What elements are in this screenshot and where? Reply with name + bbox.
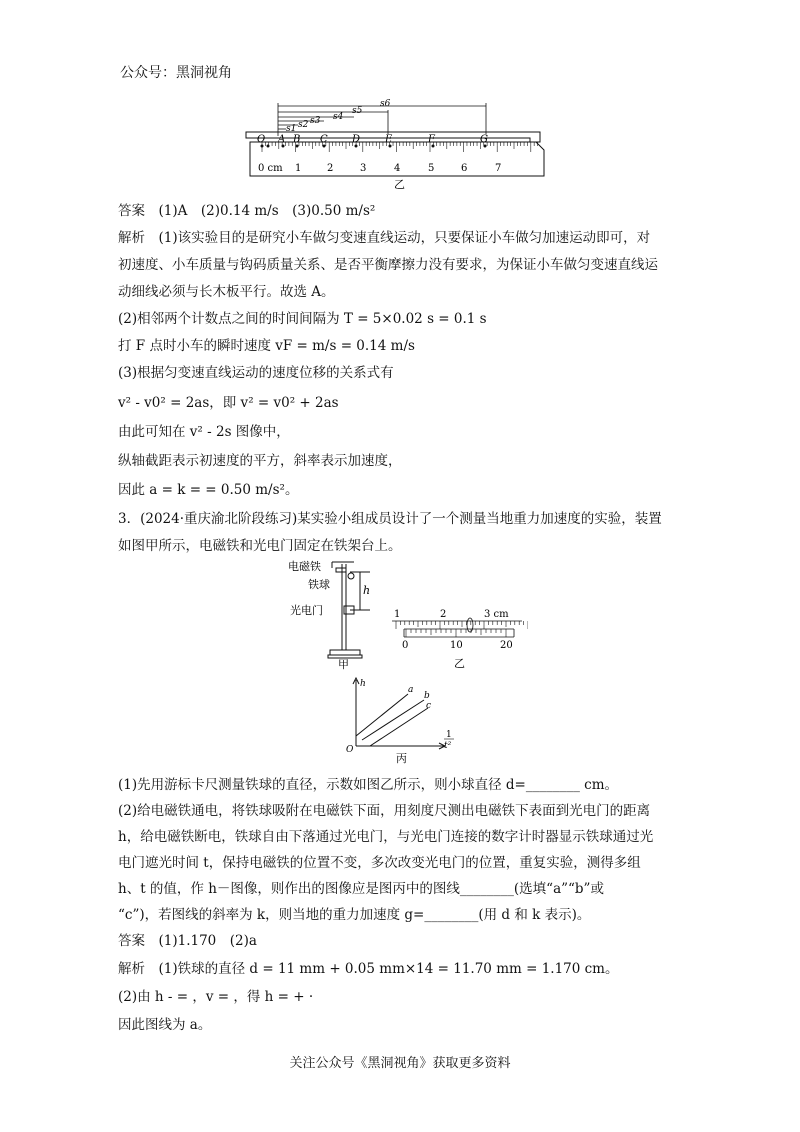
point-A: A <box>278 134 286 145</box>
figure-apparatus <box>288 558 401 672</box>
axis-label-h: h <box>360 679 366 689</box>
q3-analysis-2: (2)由 h - = ，v = ，得 h = + · <box>118 989 314 1005</box>
q3-part2-line2: h，给电磁铁断电，铁球自由下落通过光电门，与光电门连接的数字计时器显示铁球通过光 <box>118 829 654 845</box>
figure-caption-bing: 丙 <box>396 752 407 765</box>
q3-analysis-3: 因此图线为 a。 <box>118 1017 212 1033</box>
ruler-tick-0: 0 cm <box>258 163 283 174</box>
figure-caption-yi-top: 乙 <box>394 178 405 190</box>
q3-part2-line3: 电门遮光时间 t，保持电磁铁的位置不变，多次改变光电门的位置，重复实验，测得多组 <box>118 855 641 871</box>
analysis-line-10: 因此 a = k = = 0.50 m/s²。 <box>118 482 299 498</box>
origin-label: O <box>346 745 354 755</box>
label-photogate: 光电门 <box>290 604 323 617</box>
point-F: F <box>428 134 435 145</box>
label-electromagnet: 电磁铁 <box>288 560 321 573</box>
ruler-tick-5: 5 <box>428 163 435 174</box>
vernier-scale-10: 10 <box>450 640 463 651</box>
segment-s4: s4 <box>333 112 344 122</box>
point-G: G <box>480 134 488 145</box>
main-scale-3cm: 3 cm <box>484 609 509 620</box>
axis-label-x-den: t² <box>444 741 452 751</box>
ruler-tick-3: 3 <box>360 163 367 174</box>
point-E: E <box>385 134 393 145</box>
analysis-line-3: 动细线必须与长木板平行。故选 A。 <box>118 284 335 300</box>
point-D: D <box>352 134 361 145</box>
watermark-header: 公众号：黑洞视角 <box>120 65 232 81</box>
segment-s5: s5 <box>352 106 363 116</box>
analysis-line-4: (2)相邻两个计数点之间的时间间隔为 T = 5×0.02 s = 0.1 s <box>118 311 487 327</box>
q3-analysis-1: 解析 (1)铁球的直径 d = 11 mm + 0.05 mm×14 = 11.70 mm = 1.170 cm。 <box>118 961 619 977</box>
analysis-line-5: 打 F 点时小车的瞬时速度 vF = m/s = 0.14 m/s <box>118 338 415 354</box>
analysis-line-8: 由此可知在 v² - 2s 图像中， <box>118 424 290 440</box>
ruler-tick-7: 7 <box>495 163 502 174</box>
ruler-tick-1: 1 <box>295 163 302 174</box>
line-label-a: a <box>408 685 414 695</box>
answer-line-1: 答案 (1)A (2)0.14 m/s (3)0.50 m/s² <box>118 203 376 219</box>
question-3-line-2: 如图甲所示，电磁铁和光电门固定在铁架台上。 <box>118 538 402 554</box>
axis-label-x-num: 1 <box>446 730 452 740</box>
point-O: O <box>257 134 266 145</box>
footer-note: 关注公众号《黑洞视角》获取更多资料 <box>289 1056 511 1071</box>
analysis-line-2: 初速度、小车质量与钩码质量关系、是否平衡摩擦力没有要求，为保证小车做匀变速直线运 <box>118 257 658 273</box>
segment-s1: s1 <box>286 124 297 134</box>
q3-part2-line1: (2)给电磁铁通电，将铁球吸附在电磁铁下面，用刻度尺测出电磁铁下表面到光电门的距离 <box>118 803 651 819</box>
point-C: C <box>320 134 328 145</box>
segment-s6: s6 <box>380 99 391 109</box>
ruler-tick-2: 2 <box>327 163 334 174</box>
line-label-b: b <box>424 691 430 701</box>
segment-s3: s3 <box>310 116 321 126</box>
figure-vernier-caliper <box>388 605 528 671</box>
q3-answer: 答案 (1)1.170 (2)a <box>118 933 257 949</box>
analysis-line-9: 纵轴截距表示初速度的平方，斜率表示加速度， <box>118 453 402 469</box>
point-B: B <box>293 134 301 145</box>
q3-part2-line4: h、t 的值，作 h－图像，则作出的图像应是图丙中的图线________(选填“a”“b”或 <box>118 881 604 897</box>
vernier-scale-0: 0 <box>402 640 409 651</box>
figure-caption-jia: 甲 <box>338 658 349 671</box>
figure-tape-ruler <box>240 98 550 190</box>
question-3-line-1: 3．(2024·重庆渝北阶段练习)某实验小组成员设计了一个测量当地重力加速度的实验，装置 <box>118 511 662 527</box>
vernier-scale-20: 20 <box>500 640 513 651</box>
label-steel-ball: 铁球 <box>308 578 330 591</box>
ruler-tick-4: 4 <box>394 163 401 174</box>
ruler-tick-6: 6 <box>461 163 468 174</box>
q3-part2-line5: “c”)，若图线的斜率为 k，则当地的重力加速度 g=________(用 d 和 k 表示)。 <box>118 907 591 923</box>
figure-caption-yi-caliper: 乙 <box>454 657 465 670</box>
q3-part1: (1)先用游标卡尺测量铁球的直径，示数如图乙所示，则小球直径 d=________ cm。 <box>118 777 619 793</box>
figure-graph-bing <box>338 676 464 766</box>
label-h: h <box>363 584 371 597</box>
main-scale-2: 2 <box>440 609 447 620</box>
analysis-line-7: v² - v0² = 2as，即 v² = v0² + 2as <box>118 395 339 411</box>
analysis-line-6: (3)根据匀变速直线运动的速度位移的关系式有 <box>118 365 394 381</box>
segment-s2: s2 <box>298 120 309 130</box>
analysis-line-1: 解析 (1)该实验目的是研究小车做匀变速直线运动，只要保证小车做匀加速运动即可，对 <box>118 230 651 246</box>
graph-line-c <box>370 708 428 746</box>
line-label-c: c <box>426 701 432 711</box>
main-scale-1: 1 <box>394 609 401 620</box>
